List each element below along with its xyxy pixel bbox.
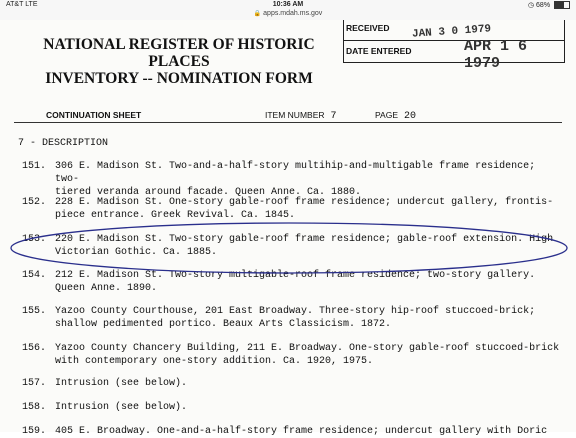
- entry-number: 155.: [22, 306, 47, 317]
- item-number-value: 7: [330, 111, 337, 122]
- entered-date-stamp: APR 1 6 1979: [464, 38, 528, 72]
- continuation-sheet-label: CONTINUATION SHEET: [46, 110, 142, 120]
- alarm-icon: ◷: [527, 2, 535, 9]
- status-bar: [0, 0, 576, 20]
- entry-number: 157.: [22, 378, 47, 389]
- entry-text: 220 E. Madison St. Two-story gable-roof frame residence; gable-roof extension. High Victorian Gothic. Ca. 1885.: [55, 234, 554, 258]
- highlight-ellipse: [11, 223, 567, 273]
- lock-icon: 🔒: [253, 11, 262, 17]
- entry-text: Yazoo County Chancery Building, 211 E. Broadway. One-story gable-roof stuccoed-brick with contemporary one-story addition. Ca. 1920, 1975.: [55, 343, 560, 367]
- battery-icon: [554, 1, 570, 9]
- title-line-2: INVENTORY -- NOMINATION FORM: [45, 70, 313, 87]
- address-bar[interactable]: [0, 10, 576, 17]
- entry-number: 154.: [22, 270, 47, 281]
- item-number: [265, 110, 337, 122]
- form-title: [14, 36, 344, 87]
- entry-number: 153.: [22, 234, 47, 245]
- section-title: 7 - DESCRIPTION: [18, 138, 109, 149]
- entry-text: Intrusion (see below).: [55, 402, 188, 413]
- received-date-stamp: JAN 3 0 1979: [411, 23, 492, 41]
- carrier-label: AT&T LTE: [6, 1, 38, 8]
- date-entered-label: DATE ENTERED: [346, 46, 412, 56]
- entry-number: 152.: [22, 197, 47, 208]
- status-right: [528, 1, 570, 9]
- entry-number: 156.: [22, 343, 47, 354]
- entry-number: 151.: [22, 161, 47, 172]
- entry-text: 405 E. Broadway. One-and-a-half-story frame residence; undercut gallery with Doric: [55, 426, 548, 437]
- entry-text: 228 E. Madison St. One-story gable-roof frame residence; undercut gallery, frontis- piece entrance. Greek Revival. Ca. 1845.: [55, 197, 554, 221]
- entry-number: 159.: [22, 426, 47, 437]
- battery-percent: 68%: [536, 2, 551, 9]
- entry-text: 212 E. Madison St. Two-story multigable-roof frame residence; two-story gallery. Queen Anne. 1890.: [55, 270, 536, 294]
- url-text: apps.mdah.ms.gov: [263, 10, 323, 17]
- item-number-label: ITEM NUMBER: [265, 110, 325, 120]
- header-rule: [14, 122, 562, 123]
- received-stamp-box: [343, 20, 565, 72]
- highlight-oval-annotation: [8, 220, 570, 276]
- entry-text: 306 E. Madison St. Two-and-a-half-story multihip-and-multigable frame residence; two- tiered veranda around facade. Queen Anne. Ca. 1880.: [55, 161, 536, 198]
- document-page: [0, 20, 576, 437]
- page-label: PAGE: [375, 110, 398, 120]
- entry-text: Yazoo County Courthouse, 201 East Broadway. Three-story hip-roof stuccoed-brick; shallow pedimented portico. Beaux Arts Classicism. 1872.: [55, 306, 536, 330]
- page-number-value: 20: [404, 111, 417, 122]
- title-line-1: NATIONAL REGISTER OF HISTORIC PLACES: [43, 36, 315, 70]
- received-label: RECEIVED: [346, 23, 390, 33]
- entry-text: Intrusion (see below).: [55, 378, 188, 389]
- entry-number: 158.: [22, 402, 47, 413]
- page-number: [375, 110, 416, 122]
- clock: 10:36 AM: [272, 1, 304, 8]
